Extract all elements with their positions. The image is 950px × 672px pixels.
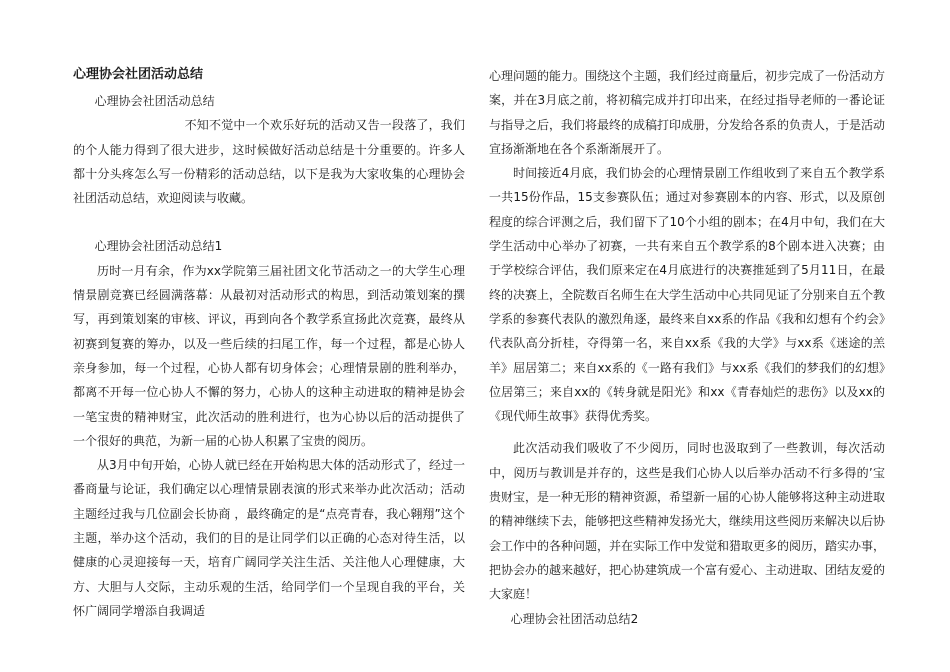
document-subtitle: 心理协会社团活动总结: [94, 94, 215, 108]
paragraph-4: 此次活动我们吸收了不少阅历，同时也汲取到了一些教训，每次活动中，阅历与教训是并存的，这些是我们心协人以后举办活动不行多得的’宝贵财宝，是一种无形的精神资源，希望新一届的心协人能够将这种主动进取的精神继续下去，能够把这些精神发扬光大，继续用这些阅历来解决以后协会工作中的各种问题，并在实际工作中发觉和猎取更多的阅历，踏实办事，把协会办的越来越好，把心协建筑成一个富有爱心、主动进取、团结友爱的大家庭！: [489, 441, 886, 602]
spacer: [73, 210, 465, 234]
intro-paragraph: 不知不觉中一个欢乐好玩的活动又告一段落了，我们的个人能力得到了很大进步，这时候做好活动总结是十分重要的。许多人都十分头疼怎么写一份精彩的活动总结，以下是我为大家收集的心理协会社团活动总结，欢迎阅读与收藏。: [73, 118, 465, 206]
right-column: [489, 64, 885, 631]
paragraph-2: 从3月中旬开始，心协人就已经在开始构思大体的活动形式了，经过一番商量与论证，我们确定以心理情景剧表演的形式来举办此次活动；活动主题经过我与几位副会长协商 ，最终确定的是“点亮青春，我心翱翔”这个主题，举办这个活动，我们的目的是让同学们以正确的心态对待生活，以健康的心灵迎接每一天，培育广阔同学关注生活、关注他人心理健康，大方、大胆与人交际，主动乐观的生活，给同学们一个呈现自我的平台，关怀广阔同学增添自我调适: [73, 458, 465, 618]
section-1-heading: 心理协会社团活动总结1: [94, 239, 223, 254]
document-title: 心理协会社团活动总结: [73, 67, 204, 82]
paragraph-1: 历时一月有余，作为xx学院第三届社团文化节活动之一的大学生心理情景剧竞赛已经圆满落幕：从最初对活动形式的构思，到活动策划案的撰写，再到策划案的审核、评议，再到向各个教学系宣扬此次竞赛，最终从初赛到复赛的筹办，以及一些后续的扫尾工作，每一个过程，都是心协人亲身参加，每一个过程，心协人都有切身体会；心理情景剧的胜利举办，都离不开每一位心协人不懈的努力，心协人的这种主动进取的精神是协会一笔宝贵的精神财宝，此次活动的胜利进行，也为心协以后的活动提供了一个很好的典范，为新一届的心协人积累了宝贵的阅历。: [73, 263, 465, 448]
paragraph-3: 时间接近4月底，我们协会的心理情景剧工作组收到了来自五个教学系一共15份作品，15支参赛队伍；通过对参赛剧本的内容、形式，以及原创程度的综合评测之后，我们留下了10个小组的剧本；在4月中旬，我们在大学生活动中心举办了初赛，一共有来自五个教学系的8个剧本进入决赛；由于学校综合评估，我们原来定在4月底进行的决赛推延到了5月11日，在最终的决赛上，全院数百名师生在大学生活动中心共同见证了分别来自五个教学系的参赛代表队的激烈角逐，最终来自xx系的作品《我和幻想有个约会》代表队高分折桂，夺得第一名，来自xx系《我的大学》与xx系《迷途的羔羊》屈居第二；来自xx系的《一路有我们》与xx系《我们的梦我们的幻想》位居第三；来自xx的《转身就是阳光》和xx《青春灿烂的悲伤》以及xx的《现代师生故事》获得优秀奖。: [489, 166, 886, 424]
section-2-heading: 心理协会社团活动总结2: [510, 611, 639, 626]
left-column: [73, 64, 465, 623]
paragraph-2-continued: 心理问题的能力。围绕这个主题，我们经过商量后，初步完成了一份活动方案，并在3月底之前，将初稿完成并打印出来，在经过指导老师的一番论证与指导之后，我们将最终的成稿打印成册，分发给各系的负责人，于是活动宣扬渐渐地在各个系渐渐展开了。: [489, 69, 886, 156]
spacer: [489, 428, 885, 436]
